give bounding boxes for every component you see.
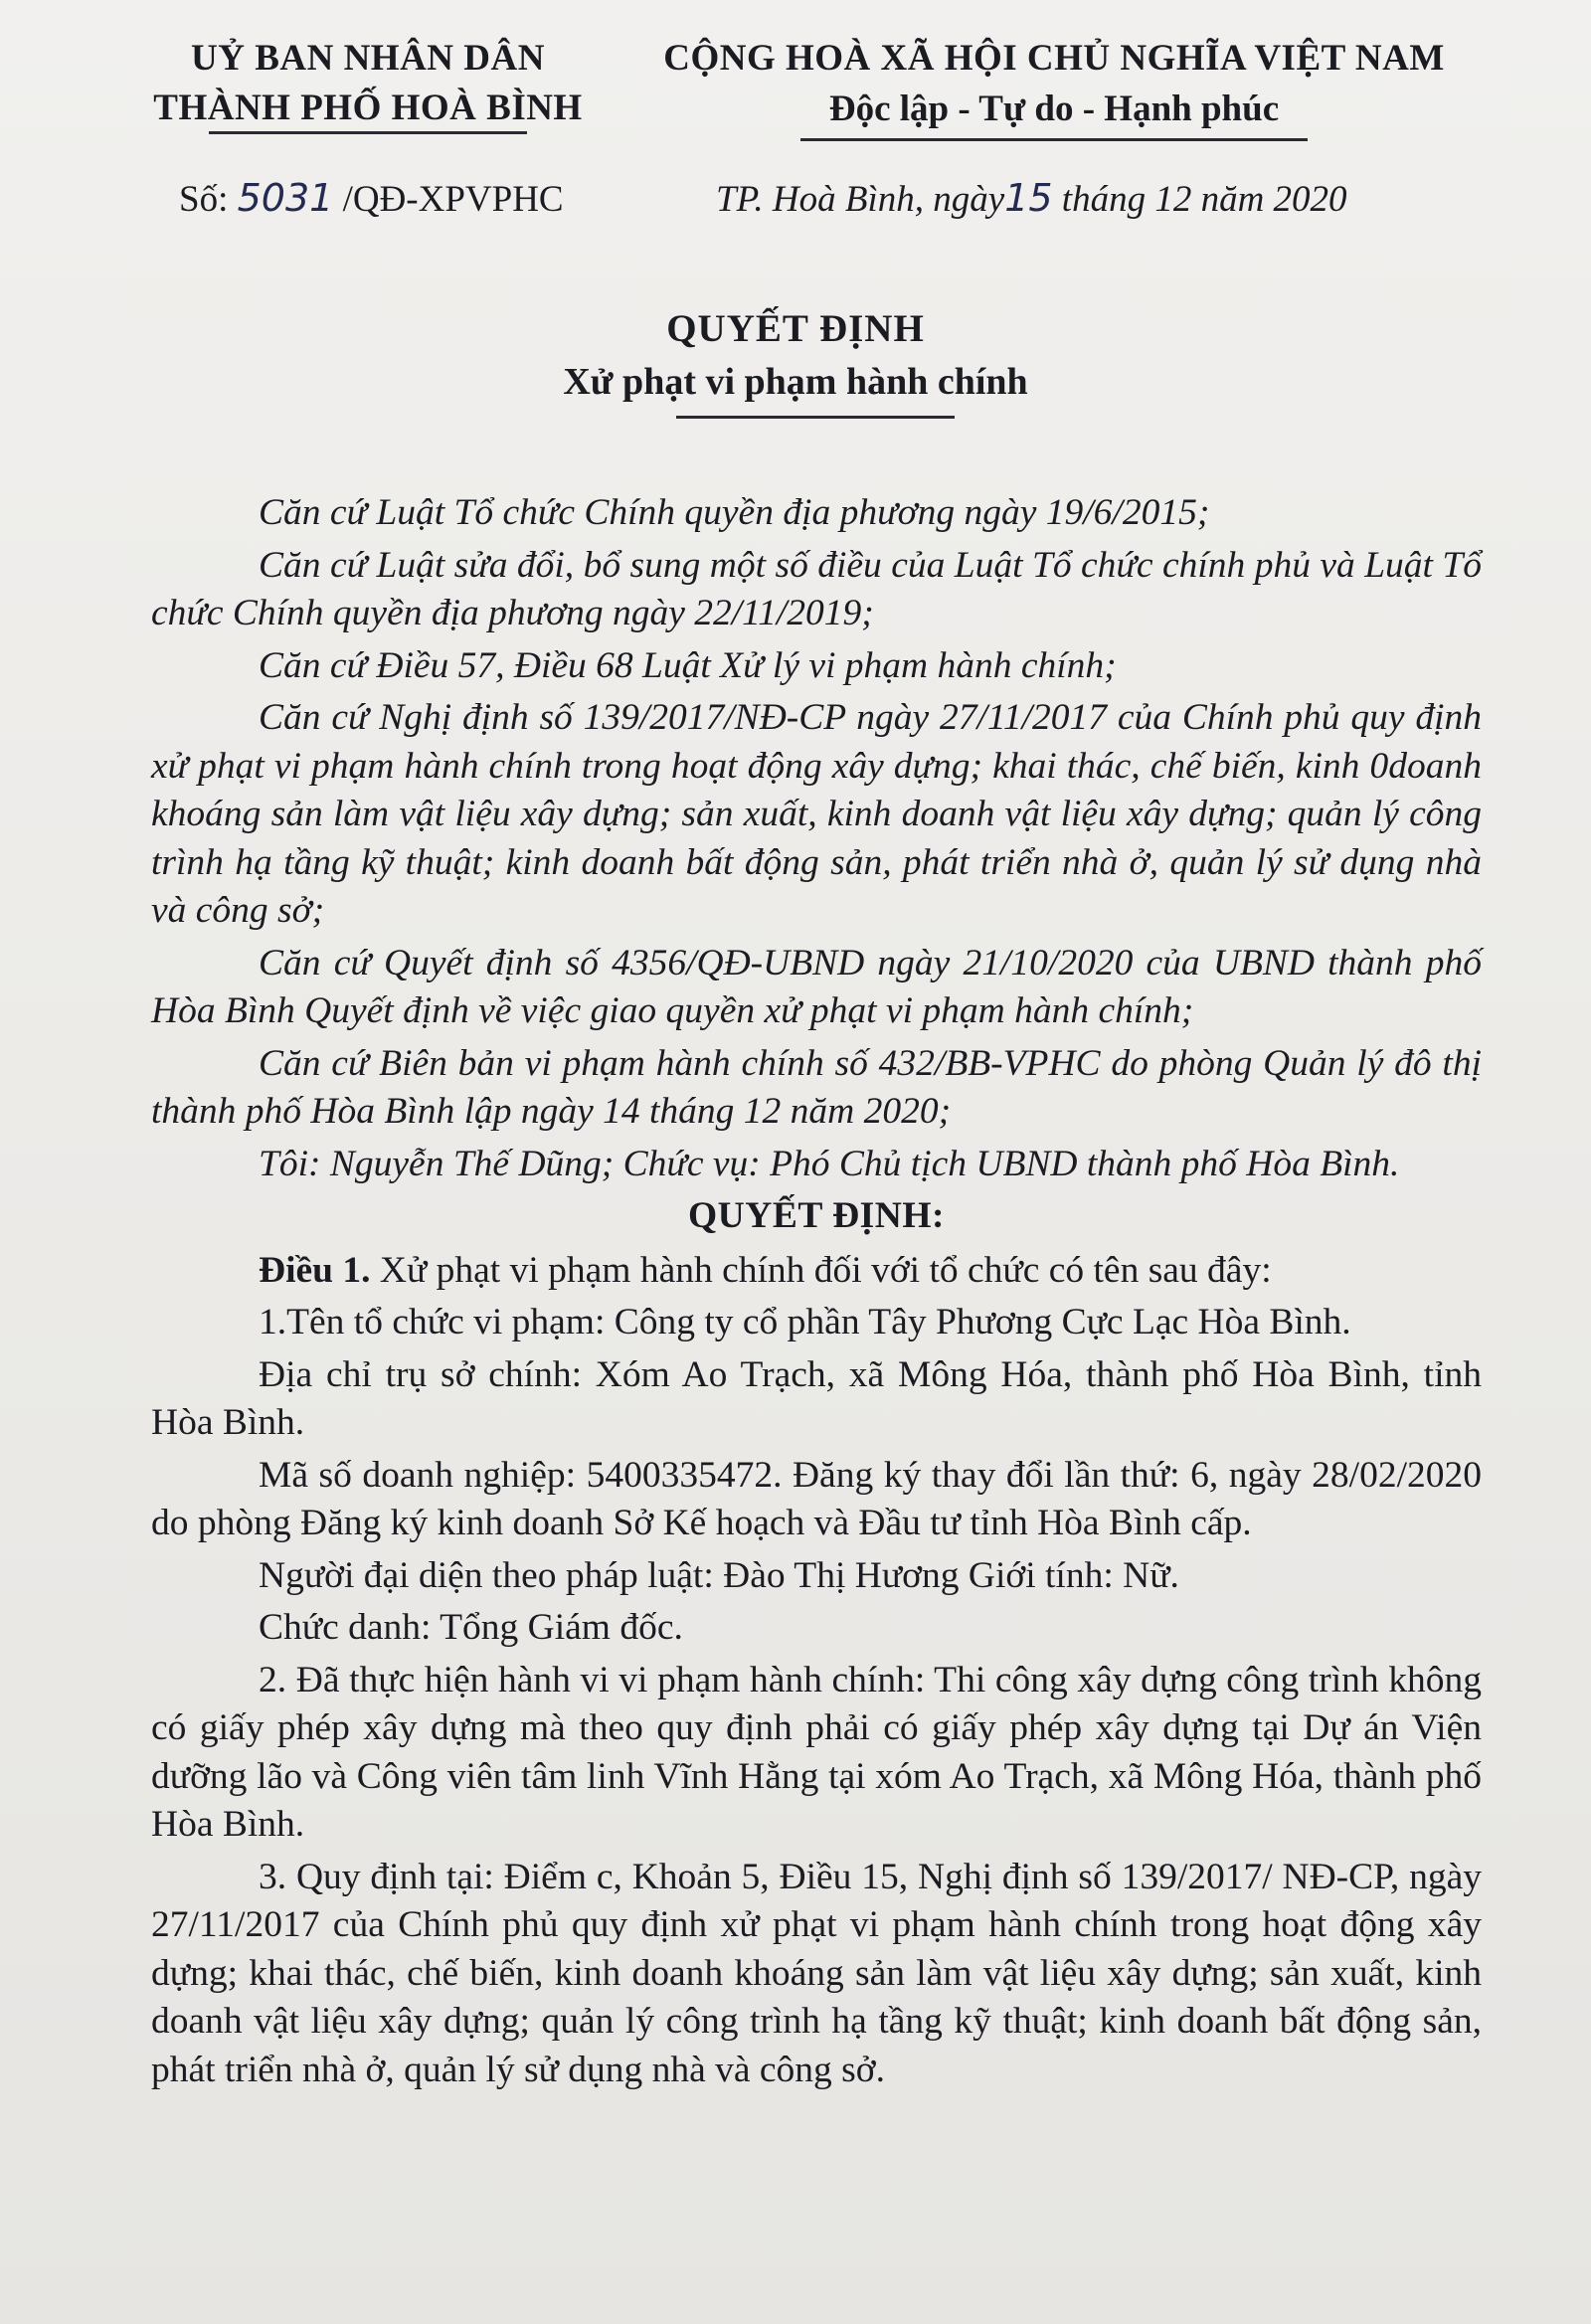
preamble-item: Căn cứ Luật Tổ chức Chính quyền địa phương ngày 19/6/2015; (259, 492, 1210, 533)
document-title (0, 303, 1591, 409)
title-sub: Xử phạt vi phạm hành chính (563, 361, 1028, 403)
body-paragraph: 2. Đã thực hiện hành vi vi phạm hành chính: Thi công xây dựng công trình không có giấy phép xây dựng mà theo quy định phải có giấy phép xây dựng tại Dự án Viện dưỡng lão và Công viên tâm linh Vĩnh Hằng tại xóm Ao Trạch, xã Mông Hóa, thành phố Hòa Bình. (151, 1659, 1482, 1845)
document-date (716, 173, 1347, 225)
body-paragraph: Chức danh: Tổng Giám đốc. (259, 1607, 683, 1648)
date-suffix: tháng 12 năm 2020 (1061, 179, 1347, 220)
article-1-text: Xử phạt vi phạm hành chính đối với tổ chức có tên sau đây: (379, 1249, 1272, 1291)
body-paragraph: 1.Tên tổ chức vi phạm: Công ty cổ phần Tây Phương Cực Lạc Hòa Bình. (259, 1302, 1351, 1342)
national-title (636, 34, 1472, 135)
body-paragraph: Địa chỉ trụ sở chính: Xóm Ao Trạch, xã Mông Hóa, thành phố Hòa Bình, tỉnh Hòa Bình. (151, 1353, 1482, 1443)
body-paragraph: 3. Quy định tại: Điểm c, Khoản 5, Điều 15, Nghị định số 139/2017/ NĐ-CP, ngày 27/11/2017 của Chính phủ quy định xử phạt vi phạm hành chính trong hoạt động xây dựng; khai thác, chế biến, kinh doanh khoáng sản làm vật liệu xây dựng; sản xuất, kinh doanh vật liệu xây dựng; quản lý công trình hạ tầng kỹ thuật; kinh doanh bất động sản, phát triển nhà ở, quản lý sử dụng nhà và công sở. (151, 1856, 1482, 2090)
decision-heading: QUYẾT ĐỊNH: (688, 1195, 945, 1236)
authority-line-2: THÀNH PHỐ HOÀ BÌNH (153, 88, 583, 128)
document-body (151, 489, 1482, 2098)
motto-underline (800, 138, 1308, 141)
issuing-authority (149, 34, 587, 133)
authority-line-1: UỶ BAN NHÂN DÂN (191, 38, 545, 79)
national-name: CỘNG HOÀ XÃ HỘI CHỦ NGHĨA VIỆT NAM (663, 38, 1445, 79)
article-1 (151, 1247, 1482, 1296)
authority-underline (209, 131, 527, 134)
handwritten-number: 5031 (237, 176, 334, 220)
number-prefix: Số: (179, 179, 229, 220)
preamble-item: Căn cứ Nghị định số 139/2017/NĐ-CP ngày 27/11/2017 của Chính phủ quy định xử phạt vi phạm hành chính trong hoạt động xây dựng; khai thác, chế biến, kinh 0doanh khoáng sản làm vật liệu xây dựng; sản xuất, kinh doanh vật liệu xây dựng; quản lý công trình hạ tầng kỹ thuật; kinh doanh bất động sản, phát triển nhà ở, quản lý sử dụng nhà và công sở; (151, 697, 1482, 931)
title-underline (676, 416, 955, 419)
body-paragraph: Mã số doanh nghiệp: 5400335472. Đăng ký thay đổi lần thứ: 6, ngày 28/02/2020 do phòng Đăng ký kinh doanh Sở Kế hoạch và Đầu tư tỉnh Hòa Bình cấp. (151, 1454, 1482, 1543)
number-suffix: /QĐ-XPVPHC (342, 179, 564, 220)
preamble-item: Tôi: Nguyễn Thế Dũng; Chức vụ: Phó Chủ tịch UBND thành phố Hòa Bình. (259, 1143, 1400, 1184)
title-main: QUYẾT ĐỊNH (666, 307, 925, 350)
preamble-item: Căn cứ Điều 57, Điều 68 Luật Xử lý vi phạm hành chính; (259, 644, 1117, 686)
body-paragraph: Người đại diện theo pháp luật: Đào Thị Hương Giới tính: Nữ. (259, 1554, 1179, 1596)
document-number (179, 173, 564, 225)
document-header (0, 34, 1591, 233)
preamble-item: Căn cứ Quyết định số 4356/QĐ-UBND ngày 21/10/2020 của UBND thành phố Hòa Bình Quyết định về việc giao quyền xử phạt vi phạm hành chính; (151, 942, 1482, 1031)
date-prefix: TP. Hoà Bình, ngày (716, 179, 1005, 220)
article-1-label: Điều 1. (259, 1249, 371, 1291)
preamble-item: Căn cứ Biên bản vi phạm hành chính số 432/BB-VPHC do phòng Quản lý đô thị thành phố Hòa Bình lập ngày 14 tháng 12 năm 2020; (151, 1042, 1482, 1132)
handwritten-day: 15 (1004, 176, 1053, 220)
national-motto: Độc lập - Tự do - Hạnh phúc (828, 89, 1280, 129)
preamble-item: Căn cứ Luật sửa đổi, bổ sung một số điều của Luật Tổ chức chính phủ và Luật Tổ chức Chính quyền địa phương ngày 22/11/2019; (151, 544, 1482, 633)
